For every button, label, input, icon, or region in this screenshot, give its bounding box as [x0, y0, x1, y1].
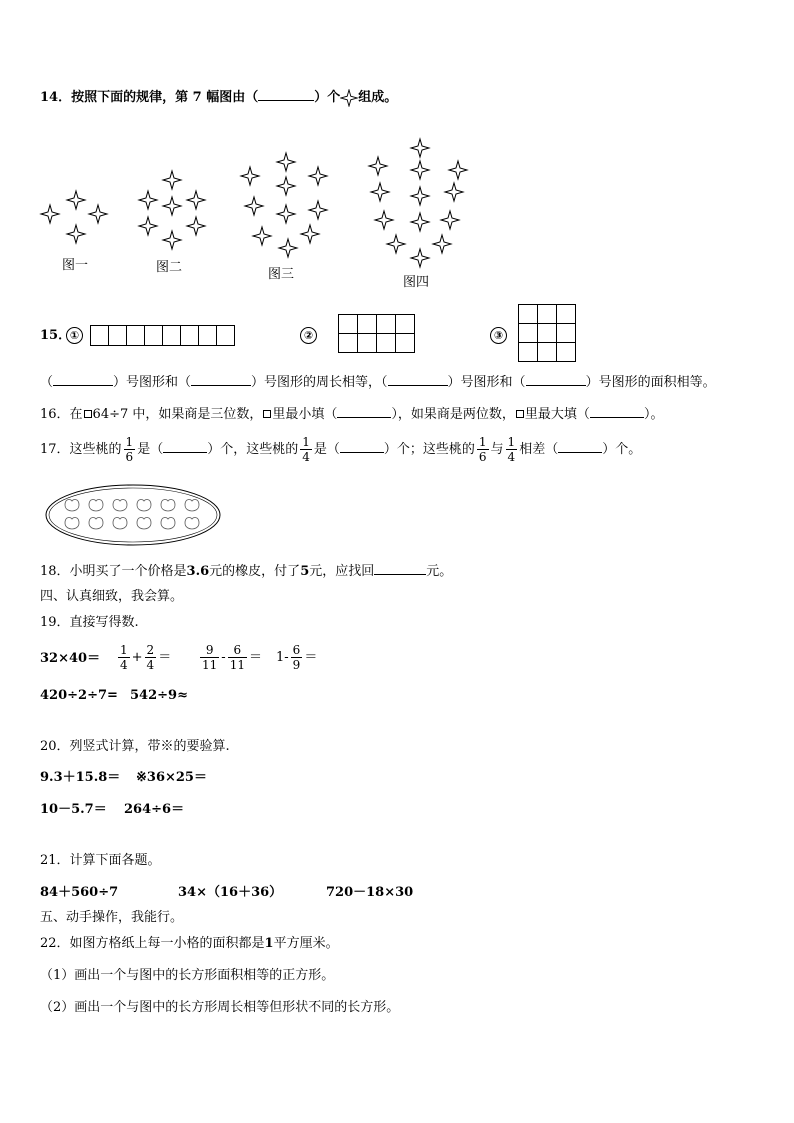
fraction: $\frac{9}{11}$: [202, 643, 218, 672]
shape-2-grid: [338, 314, 415, 353]
peach-icon: [161, 500, 175, 511]
expression: 264÷6＝: [124, 802, 185, 817]
star-icon: [41, 205, 59, 223]
section-4-heading: 四、认真细致，我会算。: [40, 589, 184, 604]
star-icon: [411, 249, 429, 267]
expression: 9.3＋15.8＝: [40, 770, 121, 785]
expression: 420÷2÷7=: [40, 688, 118, 703]
question-21-title: 21．计算下面各题。: [40, 853, 161, 868]
star-icon: [241, 167, 259, 185]
answer-blank[interactable]: [590, 405, 644, 418]
star-pattern-figures: [0, 130, 794, 330]
question-20-title: 20．列竖式计算，带※的要验算.: [40, 739, 230, 754]
empty-box-icon: [263, 410, 271, 418]
question-22-part-1: （1）画出一个与图中的长方形面积相等的正方形。: [40, 968, 335, 983]
answer-blank[interactable]: [258, 88, 314, 101]
star-icon: [371, 183, 389, 201]
star-icon: [163, 171, 181, 189]
peach-icon: [113, 518, 127, 529]
shape-1-label: ①: [66, 327, 83, 344]
star-icon: [187, 191, 205, 209]
question-16: 16．在 64÷7 中，如果商是三位数， 里最小填（ ），如果商是两位数， 里最大填（ ）。: [40, 407, 664, 422]
answer-blank[interactable]: [191, 373, 251, 386]
star-icon: [411, 187, 429, 205]
question-15-answer-line: （ ）号图形和（ ）号图形的周长相等，（ ）号图形和（ ）号图形的面积相等。: [40, 375, 716, 390]
shape-1-grid: [90, 325, 235, 346]
fraction-expression-2: $\frac{9}{11}$ - $\frac{6}{11}$ ＝: [202, 643, 262, 672]
peach-icon: [65, 518, 79, 529]
star-icon: [309, 167, 327, 185]
empty-box-icon: [84, 410, 92, 418]
star-icon: [245, 197, 263, 215]
fraction-expression-3: 1- $\frac{6}{9}$ ＝: [276, 643, 318, 672]
star-icon: [277, 177, 295, 195]
fraction: $\frac{6}{11}$: [229, 643, 245, 672]
figure-1-label: 图一: [62, 258, 89, 273]
star-icon: [449, 161, 467, 179]
fraction: $\frac{1}{6}$: [478, 435, 487, 464]
star-icon: [301, 225, 319, 243]
answer-blank[interactable]: [526, 373, 586, 386]
peach-icon: [65, 500, 79, 511]
star-icon: [309, 201, 327, 219]
star-icon: [277, 205, 295, 223]
section-5-heading: 五、动手操作，我能行。: [40, 910, 184, 925]
star-icon: [253, 227, 271, 245]
star-icon: [67, 191, 85, 209]
expression: 84＋560÷7: [40, 885, 119, 900]
question-18: 18．小明买了一个价格是3.6元的橡皮，付了5元，应找回 元。: [40, 564, 453, 579]
expression: ※36×25＝: [136, 770, 207, 785]
question-15-number: 15．: [40, 328, 72, 343]
star-icon: [375, 211, 393, 229]
expression: 10－5.7＝: [40, 802, 107, 817]
answer-blank[interactable]: [337, 405, 391, 418]
empty-box-icon: [516, 410, 524, 418]
fraction: $\frac{1}{4}$: [507, 435, 516, 464]
star-icon: [433, 235, 451, 253]
shape-2-label: ②: [300, 327, 317, 344]
question-22-title: 22．如图方格纸上每一小格的面积都是1平方厘米。: [40, 936, 339, 951]
expression: 542÷9≈: [130, 688, 188, 703]
peach-plate-image: [44, 483, 234, 549]
star-icon: [411, 139, 429, 157]
star-icon: [340, 89, 358, 107]
star-icon: [411, 213, 429, 231]
fraction: $\frac{6}{9}$: [292, 643, 301, 672]
peach-icon: [161, 518, 175, 529]
star-icon: [139, 217, 157, 235]
star-icon: [187, 217, 205, 235]
star-icon: [441, 211, 459, 229]
fraction: $\frac{1}{4}$: [302, 435, 310, 464]
star-icon: [67, 225, 85, 243]
peach-icon: [185, 518, 199, 529]
question-22-part-2: （2）画出一个与图中的长方形周长相等但形状不同的长方形。: [40, 1000, 400, 1015]
expression: 34×（16＋36）: [178, 885, 283, 900]
answer-blank[interactable]: [163, 440, 207, 453]
figure-4-label: 图四: [403, 275, 430, 290]
star-icon: [139, 191, 157, 209]
peach-icon: [113, 500, 127, 511]
star-icon: [445, 183, 463, 201]
fraction: $\frac{1}{4}$: [120, 643, 128, 672]
star-icon: [163, 231, 181, 249]
shape-3-label: ③: [490, 327, 507, 344]
question-14: 14．按照下面的规律，第 7 幅图由（ ）个 组成。: [40, 90, 398, 105]
answer-blank[interactable]: [340, 440, 384, 453]
peach-icon: [137, 500, 151, 511]
star-icon: [279, 239, 297, 257]
star-icon: [369, 157, 387, 175]
expression: 32×40＝: [40, 651, 101, 666]
shape-3-grid: [518, 304, 576, 362]
answer-blank[interactable]: [558, 440, 602, 453]
peach-icon: [89, 500, 103, 511]
fraction: $\frac{1}{6}$: [125, 435, 134, 464]
figure-2-label: 图二: [156, 260, 183, 275]
peach-icon: [89, 518, 103, 529]
answer-blank[interactable]: [374, 562, 426, 575]
question-17: 17．这些桃的 $\frac{1}{6}$ 是（ ）个，这些桃的 $\frac{1}{4}$ 是（ ）个；这些桃的 $\frac{1}{6}$ 与 $\frac{1}{4}$ 相差（ ）个。: [40, 435, 642, 464]
answer-blank[interactable]: [388, 373, 448, 386]
peach-icon: [185, 500, 199, 511]
question-19-title: 19．直接写得数.: [40, 615, 139, 630]
fraction: $\frac{2}{4}$: [146, 643, 155, 672]
star-icon: [163, 197, 181, 215]
answer-blank[interactable]: [53, 373, 113, 386]
expression: 720－18×30: [326, 885, 414, 900]
figure-3-label: 图三: [268, 267, 295, 282]
peach-icon: [137, 518, 151, 529]
fraction-expression-1: $\frac{1}{4}$ + $\frac{2}{4}$ ＝: [120, 643, 172, 672]
star-icon: [277, 153, 295, 171]
star-icon: [387, 235, 405, 253]
star-icon: [411, 161, 429, 179]
star-icon: [89, 205, 107, 223]
